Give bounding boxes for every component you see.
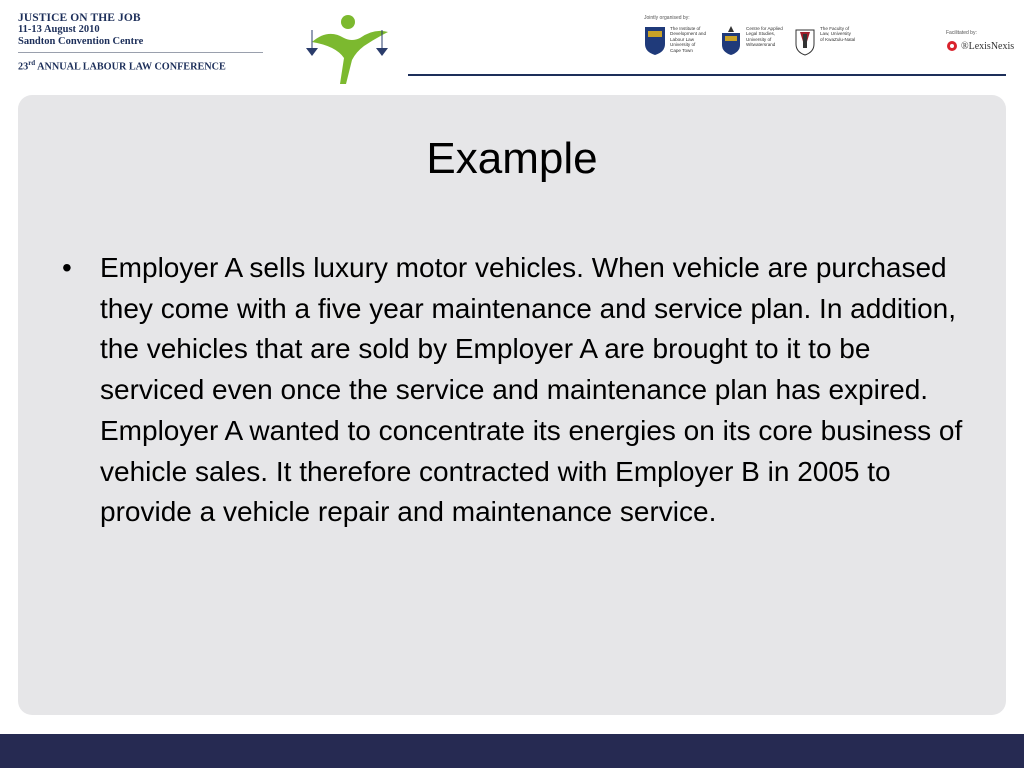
conference-dates: 11-13 August 2010 — [18, 24, 100, 35]
conference-divider — [18, 52, 263, 53]
conference-title: JUSTICE ON THE JOB — [18, 12, 141, 24]
partner-wits-text: Centre for Applied Legal Studies, University of Witwatersrand — [746, 26, 783, 48]
wits-crest-icon — [720, 26, 742, 56]
annual-number: 23 — [18, 61, 29, 73]
annual-name: ANNUAL LABOUR LAW CONFERENCE — [37, 61, 226, 73]
footer-bar — [0, 734, 1024, 768]
annual-conference-name — [18, 57, 263, 73]
justice-scales-logo — [306, 14, 392, 86]
scales-figure-icon — [306, 14, 392, 86]
bullet-text: Employer A sells luxury motor vehicles. When vehicle are purchased they come with a five year maintenance and service plan. In addition, the vehicles that are sold by Employer A are brought to it to be serviced even once the service and maintenance plan has expired. Employer A wanted to concentrate its energies on its core business of vehicle sales. It therefore contracted with Employer B in 2005 to provide a vehicle repair and maintenance service. — [100, 252, 963, 528]
partner-ukzn-text: The Faculty of Law, University of KwaZulu-Natal — [820, 26, 856, 42]
lexisnexis-mark-icon — [946, 40, 958, 52]
annual-suffix: rd — [28, 59, 36, 67]
sponsor-name: ®LexisNexis — [961, 40, 1015, 52]
bullet-item — [62, 248, 972, 533]
partner-wits — [720, 26, 783, 56]
partner-uct — [644, 26, 706, 56]
partner-ukzn — [794, 26, 855, 56]
header-divider — [408, 74, 1006, 76]
organised-by-label: Jointly organised by: — [644, 15, 690, 21]
conference-info — [18, 12, 263, 73]
facilitated-by-label: Facilitated by: — [946, 30, 977, 36]
bullet-icon: • — [62, 252, 72, 283]
conference-venue: Sandton Convention Centre — [18, 36, 144, 47]
slide-title: Example — [426, 134, 598, 183]
ukzn-crest-icon — [794, 26, 816, 56]
lexisnexis-logo — [946, 40, 1014, 52]
partner-uct-text: The Institute of Development and Labour Law University of Cape Town — [670, 26, 707, 53]
uct-crest-icon — [644, 26, 666, 56]
